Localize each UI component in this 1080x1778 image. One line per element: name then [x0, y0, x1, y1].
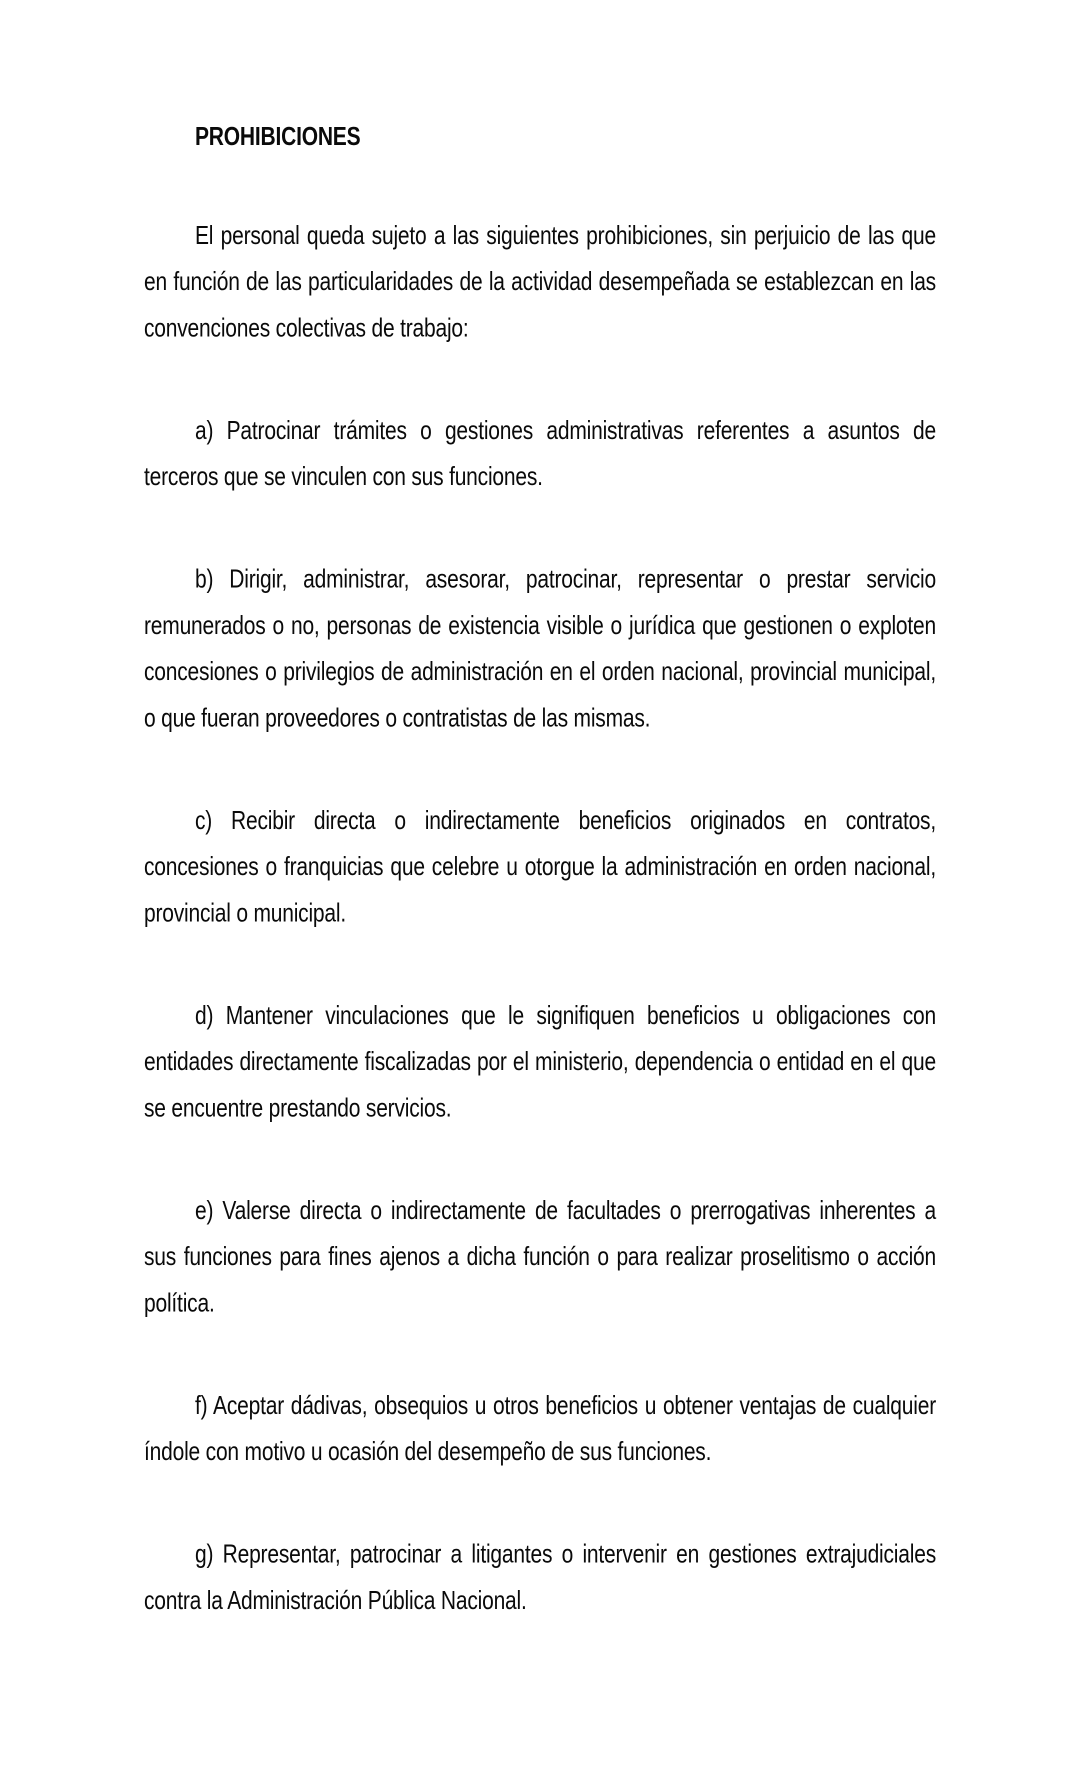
prohibition-item-b: b) Dirigir, administrar, asesorar, patrocinar, representar o prestar servicio remunerados o no, personas de existencia visible o jurídica que gestionen o exploten concesiones o privilegios de administración en el orden nacional, provincial municipal, o que fueran proveedores o contratistas de las mismas. [144, 565, 936, 733]
prohibition-item-g: g) Representar, patrocinar a litigantes o intervenir en gestiones extrajudiciales contra la Administración Pública Nacional. [144, 1540, 936, 1616]
prohibition-item-a: a) Patrocinar trámites o gestiones administrativas referentes a asuntos de terceros que se vinculen con sus funciones. [144, 416, 936, 492]
prohibition-item-e: e) Valerse directa o indirectamente de facultades o prerrogativas inherentes a sus funciones para fines ajenos a dicha función o para realizar proselitismo o acción política. [144, 1196, 936, 1318]
prohibition-item-c: c) Recibir directa o indirectamente beneficios originados en contratos, concesiones o franquicias que celebre u otorgue la administración en orden nacional, provincial o municipal. [144, 806, 936, 928]
intro-paragraph: El personal queda sujeto a las siguientes prohibiciones, sin perjuicio de las que en función de las particularidades de la actividad desempeñada se establezcan en las convenciones colectivas de trabajo: [144, 221, 936, 343]
page-title: PROHIBICIONES [195, 122, 361, 152]
prohibition-item-d: d) Mantener vinculaciones que le signifiquen beneficios u obligaciones con entidades directamente fiscalizadas por el ministerio, dependencia o entidad en el que se encuentre prestando servicios. [144, 1001, 936, 1123]
prohibition-item-f: f) Aceptar dádivas, obsequios u otros beneficios u obtener ventajas de cualquier índole con motivo u ocasión del desempeño de sus funciones. [144, 1391, 936, 1467]
